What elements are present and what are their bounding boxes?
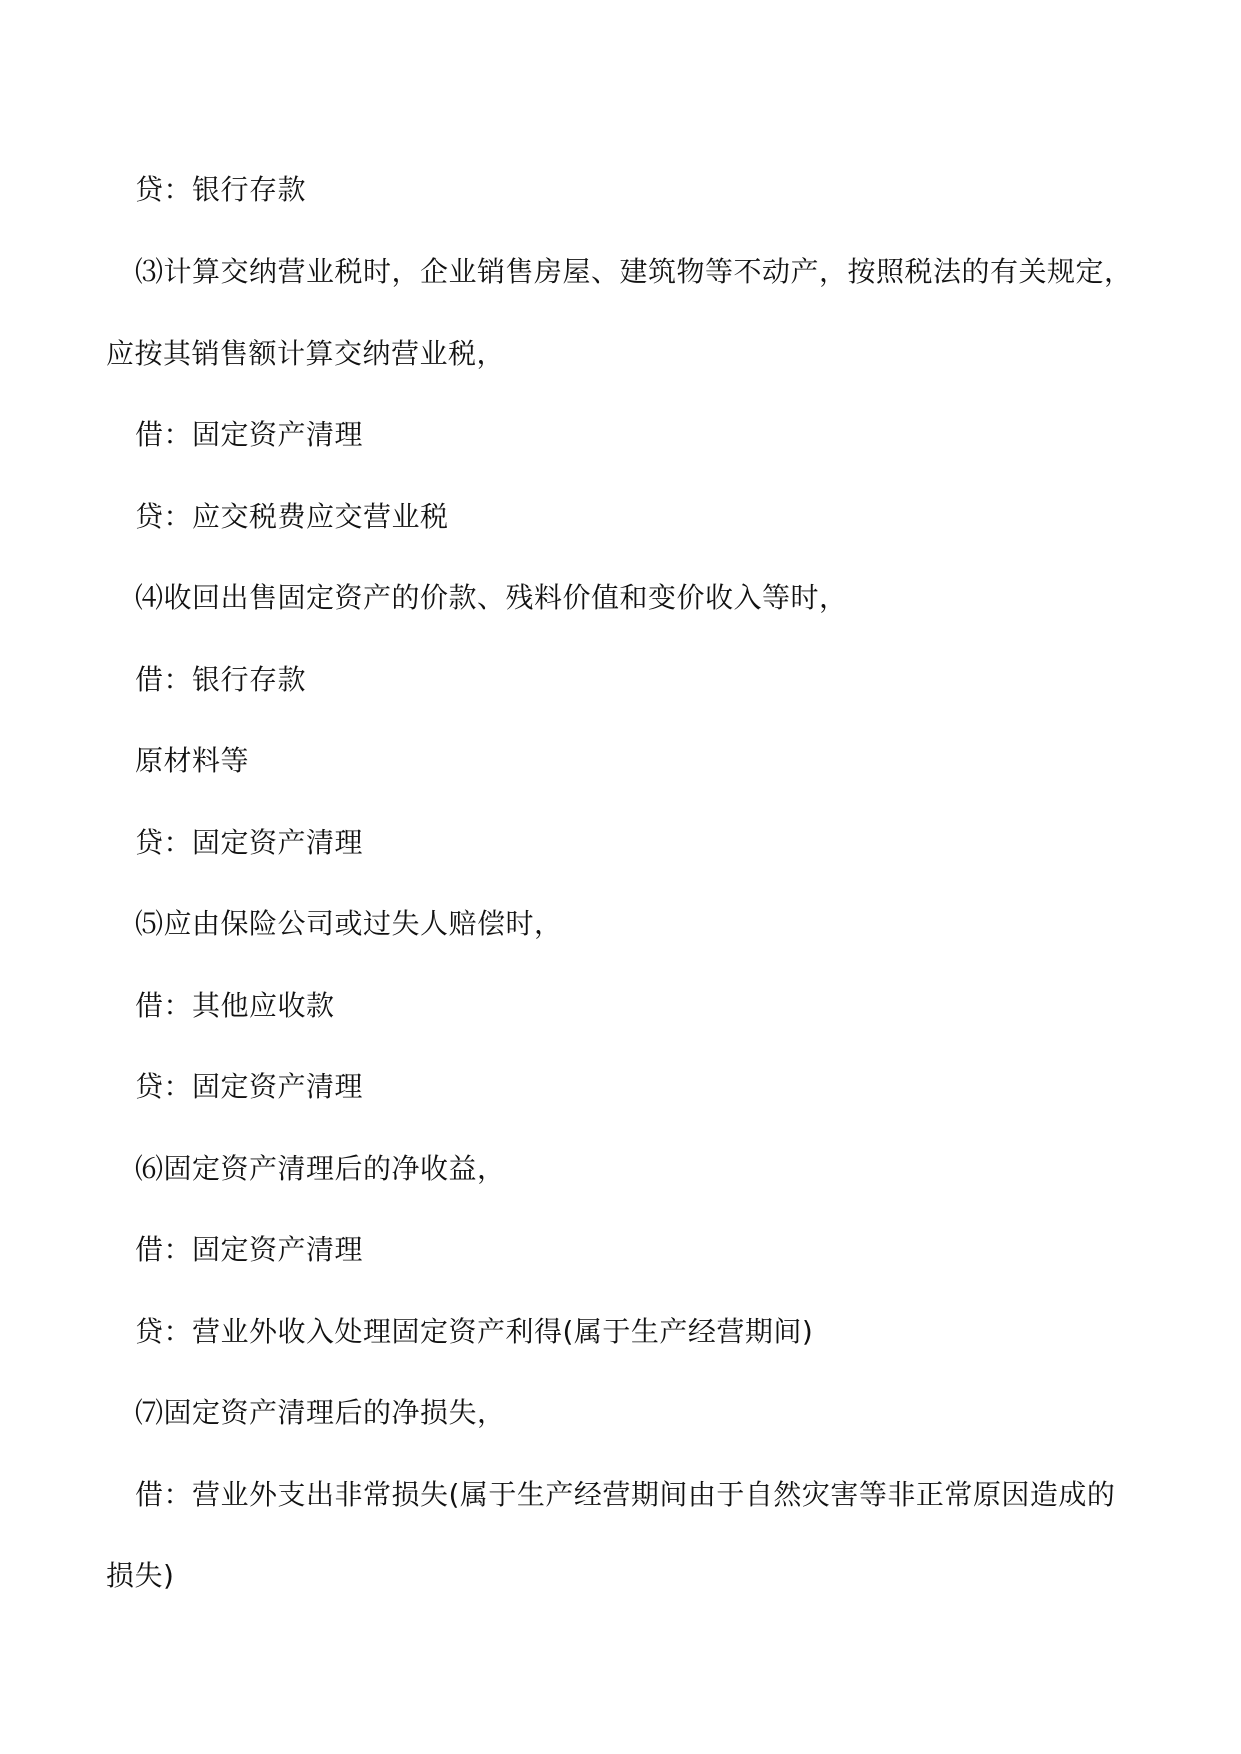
text-line: 借：固定资产清理 (135, 1233, 364, 1266)
text-line: 借：营业外支出非常损失(属于生产经营期间由于自然灾害等非正常原因造成的 (135, 1478, 1116, 1511)
text-line: 贷：营业外收入处理固定资产利得(属于生产经营期间) (135, 1315, 814, 1348)
text-line: ⑺固定资产清理后的净损失， (135, 1396, 506, 1429)
text-line: 原材料等 (135, 744, 250, 777)
text-line: 贷：银行存款 (135, 173, 307, 206)
text-line: 借：其他应收款 (135, 989, 335, 1022)
text-line: ⑶计算交纳营业税时，企业销售房屋、建筑物等不动产，按照税法的有关规定， (135, 255, 1133, 288)
text-line: 应按其销售额计算交纳营业税， (106, 337, 506, 370)
text-line: 借：固定资产清理 (135, 418, 364, 451)
text-line: ⑷收回出售固定资产的价款、残料价值和变价收入等时， (135, 581, 848, 614)
text-line: 借：银行存款 (135, 663, 307, 696)
text-line: ⑸应由保险公司或过失人赔偿时， (135, 907, 563, 940)
text-line: 贷：固定资产清理 (135, 826, 364, 859)
text-line: 损失) (106, 1559, 175, 1592)
text-line: 贷：固定资产清理 (135, 1070, 364, 1103)
text-line: ⑹固定资产清理后的净收益， (135, 1152, 506, 1185)
text-line: 贷：应交税费应交营业税 (135, 500, 449, 533)
